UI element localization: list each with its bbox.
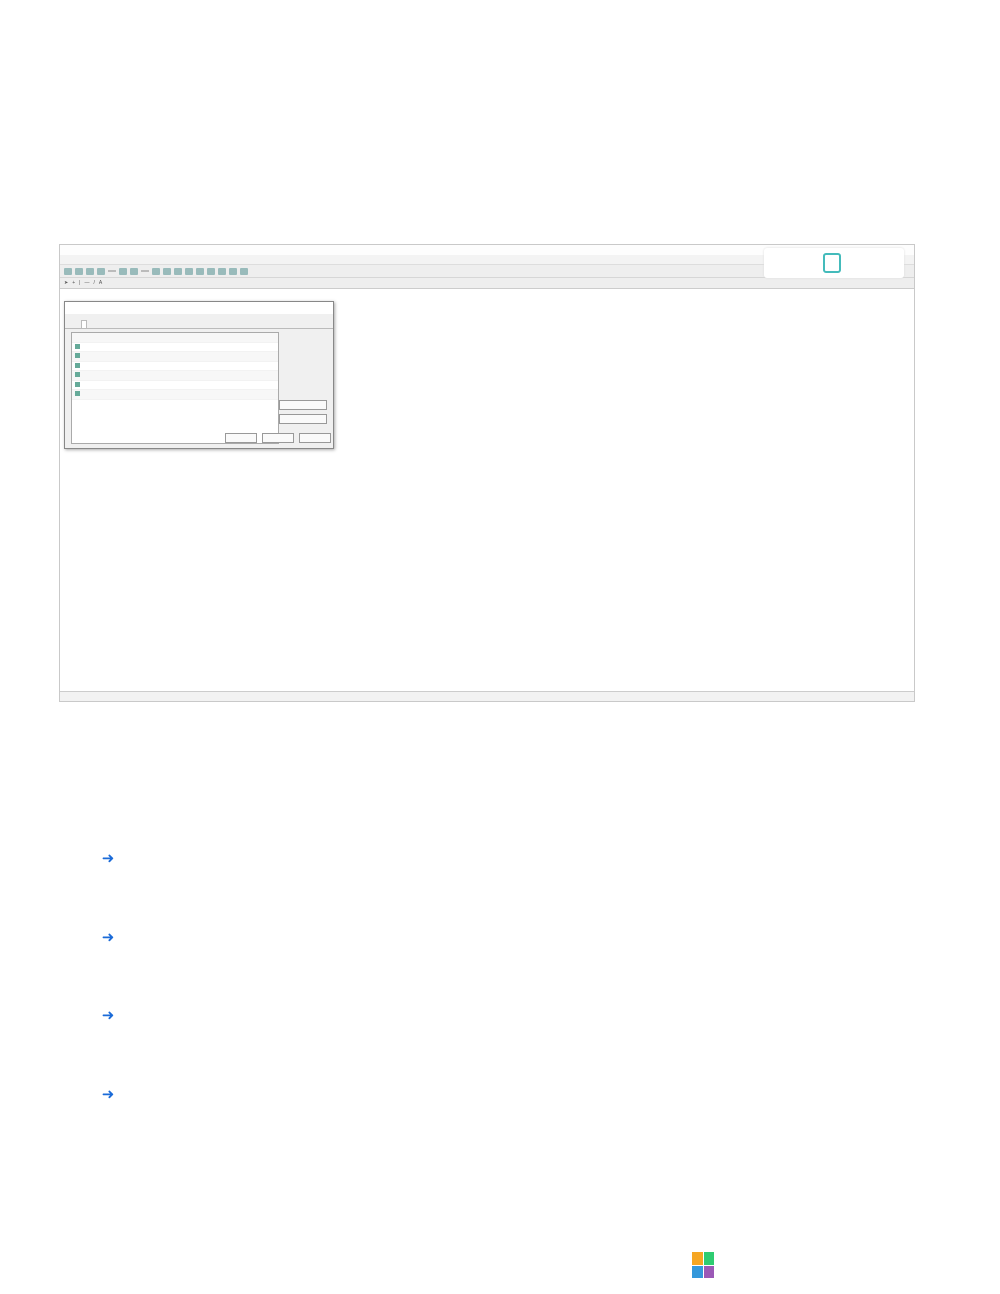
new-chart-icon[interactable] [64,268,72,275]
parameter-icon [75,344,80,349]
tile-windows-icon[interactable] [207,268,215,275]
lightning-bullet-icon: ➜ [101,849,115,867]
cancel-button[interactable] [262,433,294,443]
row-value[interactable] [177,390,278,399]
row-value[interactable] [177,343,278,352]
parameter-icon [75,353,80,358]
crosshair-icon[interactable]: + [72,280,76,286]
tradingfinder-logo-icon [823,253,841,273]
trendline-icon[interactable]: / [93,280,95,286]
line-chart-icon[interactable] [174,268,182,275]
inputs-table [71,332,279,444]
load-button[interactable] [279,400,327,410]
table-row[interactable] [72,371,278,381]
indicators-icon[interactable] [218,268,226,275]
column-value [177,333,278,342]
bar-chart-icon[interactable] [152,268,160,275]
profiles-icon[interactable] [75,268,83,275]
parameter-icon [75,382,80,387]
platform-screenshot [59,244,915,702]
parameter-icon [75,372,80,377]
tradingfinder-logo [764,248,904,278]
tab-inputs[interactable] [81,320,87,328]
dialog-tabs [65,314,333,329]
parameter-icon [75,391,80,396]
period-icon[interactable] [229,268,237,275]
table-row[interactable] [72,381,278,391]
text-icon[interactable]: A [98,280,103,286]
candlestick-icon[interactable] [163,268,171,275]
column-variable [72,333,177,342]
save-button[interactable] [279,414,327,424]
cursor-icon[interactable]: ➤ [64,280,69,286]
signals-icon[interactable] [130,268,138,275]
liveworksheets-logo-icon [692,1252,714,1278]
horizontal-line-icon[interactable]: — [84,280,90,286]
bullet-candles [84,917,934,957]
row-value[interactable] [177,371,278,380]
table-row[interactable] [72,352,278,362]
table-row[interactable] [72,343,278,353]
meta-editor-icon[interactable] [119,268,127,275]
bullet-labels [84,1074,934,1114]
row-value[interactable] [177,362,278,371]
liveworksheets-logo [692,1252,717,1278]
parameter-icon [75,363,80,368]
lightning-bullet-icon: ➜ [101,1006,115,1024]
table-header [72,333,278,343]
ok-button[interactable] [225,433,257,443]
auto-trading-button[interactable] [141,270,149,272]
row-value[interactable] [177,381,278,390]
indicator-dialog [64,301,334,449]
timeframe-toolbar [60,278,914,289]
zoom-in-icon[interactable] [185,268,193,275]
navigator-icon[interactable] [97,268,105,275]
market-watch-icon[interactable] [86,268,94,275]
vertical-line-icon[interactable]: | [79,280,81,286]
symbol-tabs [60,691,914,701]
table-row[interactable] [72,362,278,372]
zoom-out-icon[interactable] [196,268,204,275]
bullet-trend-type [84,995,934,1035]
bullet-theme [84,838,934,878]
dialog-title-bar [65,302,333,314]
templates-icon[interactable] [240,268,248,275]
row-value[interactable] [177,352,278,361]
table-row[interactable] [72,390,278,400]
new-order-button[interactable] [108,270,116,272]
lightning-bullet-icon: ➜ [101,928,115,946]
reset-button[interactable] [299,433,331,443]
lightning-bullet-icon: ➜ [101,1085,115,1103]
